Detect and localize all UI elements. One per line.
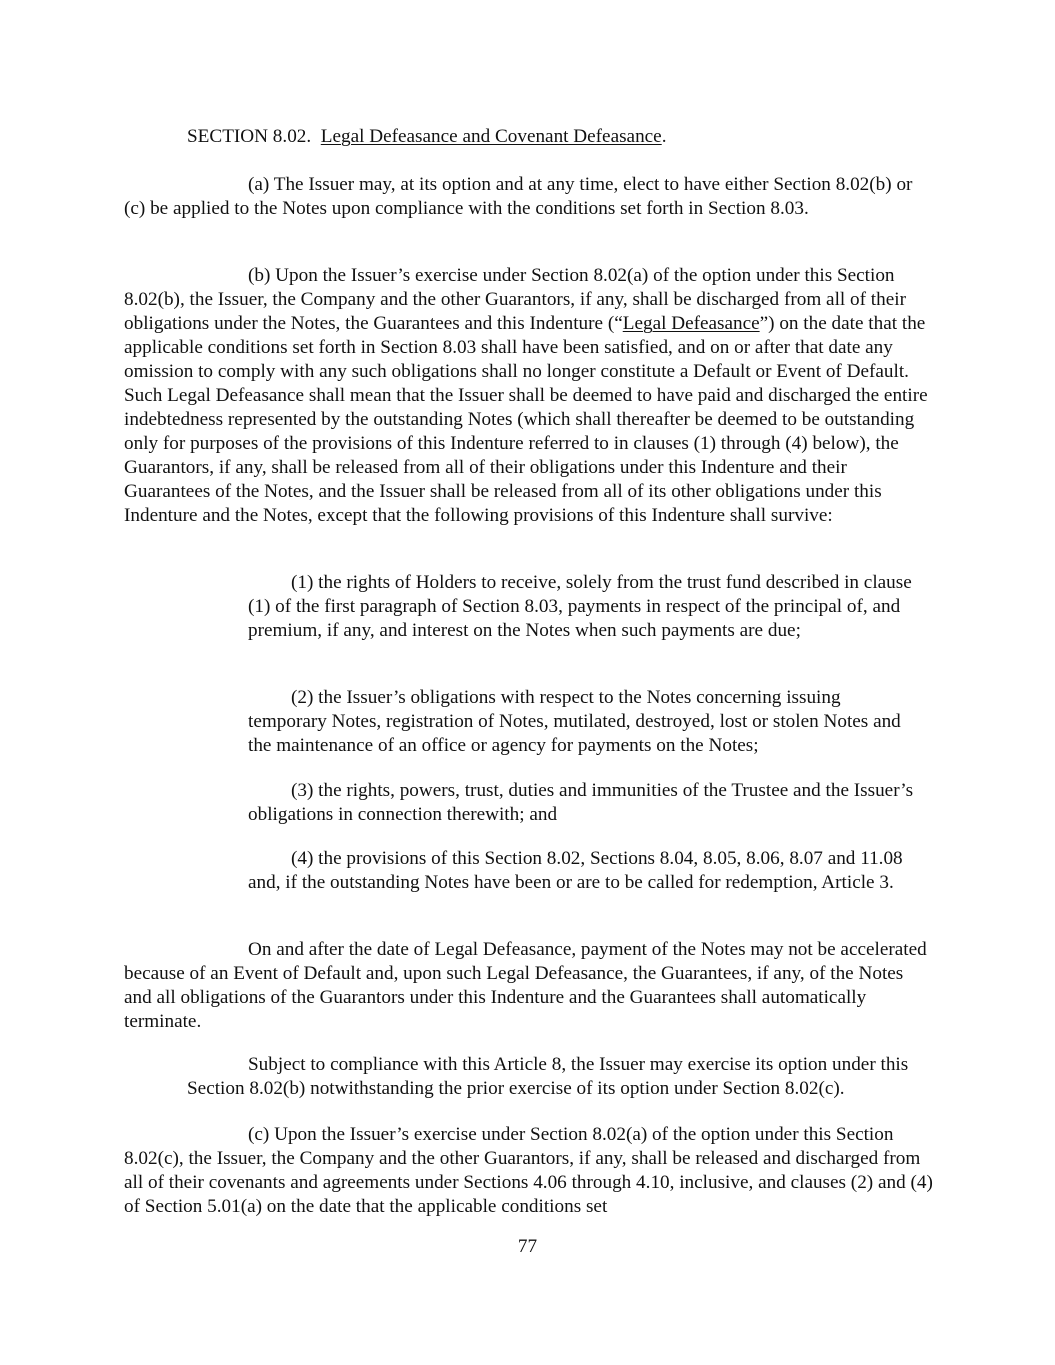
defined-term-legal-defeasance: Legal Defeasance bbox=[622, 313, 760, 334]
list-item-2: (2) the Issuer’s obligations with respect to the Notes concerning issuing temporary Notes, registration of Notes, mutilated, destroyed, lost or stolen Notes and the maintenance of an office or agency for payments on the Notes; bbox=[248, 687, 901, 756]
list-item-4: (4) the provisions of this Section 8.02, Sections 8.04, 8.05, 8.06, 8.07 and 11.08 and, if the outstanding Notes have been or are to be called for redemption, Article 3. bbox=[248, 848, 903, 893]
page-number: 77 bbox=[517, 1236, 538, 1257]
paragraph-b-body: ”) on the date that the applicable conditions set forth in Section 8.03 shall have been satisfied, and on or after that date any omission to comply with any such obligations shall no longer constitute a Default or Event of Default. Such Legal Defeasance shall mean that the Issuer shall be deemed to have paid and discharged the entire indebtedness represented by the outstanding Notes (which shall thereafter be deemed to be outstanding only for purposes of the provisions of this Indenture referred to in clauses (1) through (4) below), the Guarantors, if any, shall be released from all of their obligations under this Indenture and their Guarantees of the Notes, and the Issuer shall be released from all of its other obligations under this Indenture and the Notes, except that the following provisions of this Indenture shall survive: bbox=[124, 313, 928, 526]
paragraph-b bbox=[124, 264, 934, 528]
paragraph-subject-to-compliance: Subject to compliance with this Article 8, the Issuer may exercise its option under this Section 8.02(b) notwithstanding the prior exercise of its option under Section 8.02(c). bbox=[187, 1054, 909, 1099]
list-item-3: (3) the rights, powers, trust, duties and immunities of the Trustee and the Issuer’s obligations in connection therewith; and bbox=[248, 780, 914, 825]
section-number: SECTION 8.02. bbox=[187, 126, 312, 147]
section-heading bbox=[187, 125, 667, 149]
section-title-period: . bbox=[661, 126, 667, 147]
paragraph-c: (c) Upon the Issuer’s exercise under Section 8.02(a) of the option under this Section 8.02(c), the Issuer, the Company and the other Guarantors, if any, shall be released and discharged from all of their covenants and agreements under Sections 4.06 through 4.10, inclusive, and clauses (2) and (4) of Section 5.01(a) on the date that the applicable conditions set bbox=[124, 1124, 933, 1217]
paragraph-after-defeasance: On and after the date of Legal Defeasance, payment of the Notes may not be accelerated because of an Event of Default and, upon such Legal Defeasance, the Guarantees, if any, of the Notes and all obligations of the Guarantors under this Indenture and the Guarantees shall automatically terminate. bbox=[124, 939, 927, 1032]
paragraph-a: (a) The Issuer may, at its option and at any time, elect to have either Section 8.02(b) or (c) be applied to the Notes upon compliance with the conditions set forth in Section 8.03. bbox=[124, 174, 913, 219]
section-title: Legal Defeasance and Covenant Defeasance bbox=[320, 126, 662, 147]
paragraph-b-intro: (b) Upon the Issuer’s exercise under Section 8.02(a) of the option under this Section 8.02(b), the Issuer, the Company and the other Guarantors, if any, shall be discharged from all of their obligations under the Notes, the Guarantees and this Indenture (“ bbox=[124, 265, 906, 334]
list-item-1: (1) the rights of Holders to receive, solely from the trust fund described in clause (1) of the first paragraph of Section 8.03, payments in respect of the principal of, and premium, if any, and interest on the Notes when such payments are due; bbox=[248, 572, 912, 641]
